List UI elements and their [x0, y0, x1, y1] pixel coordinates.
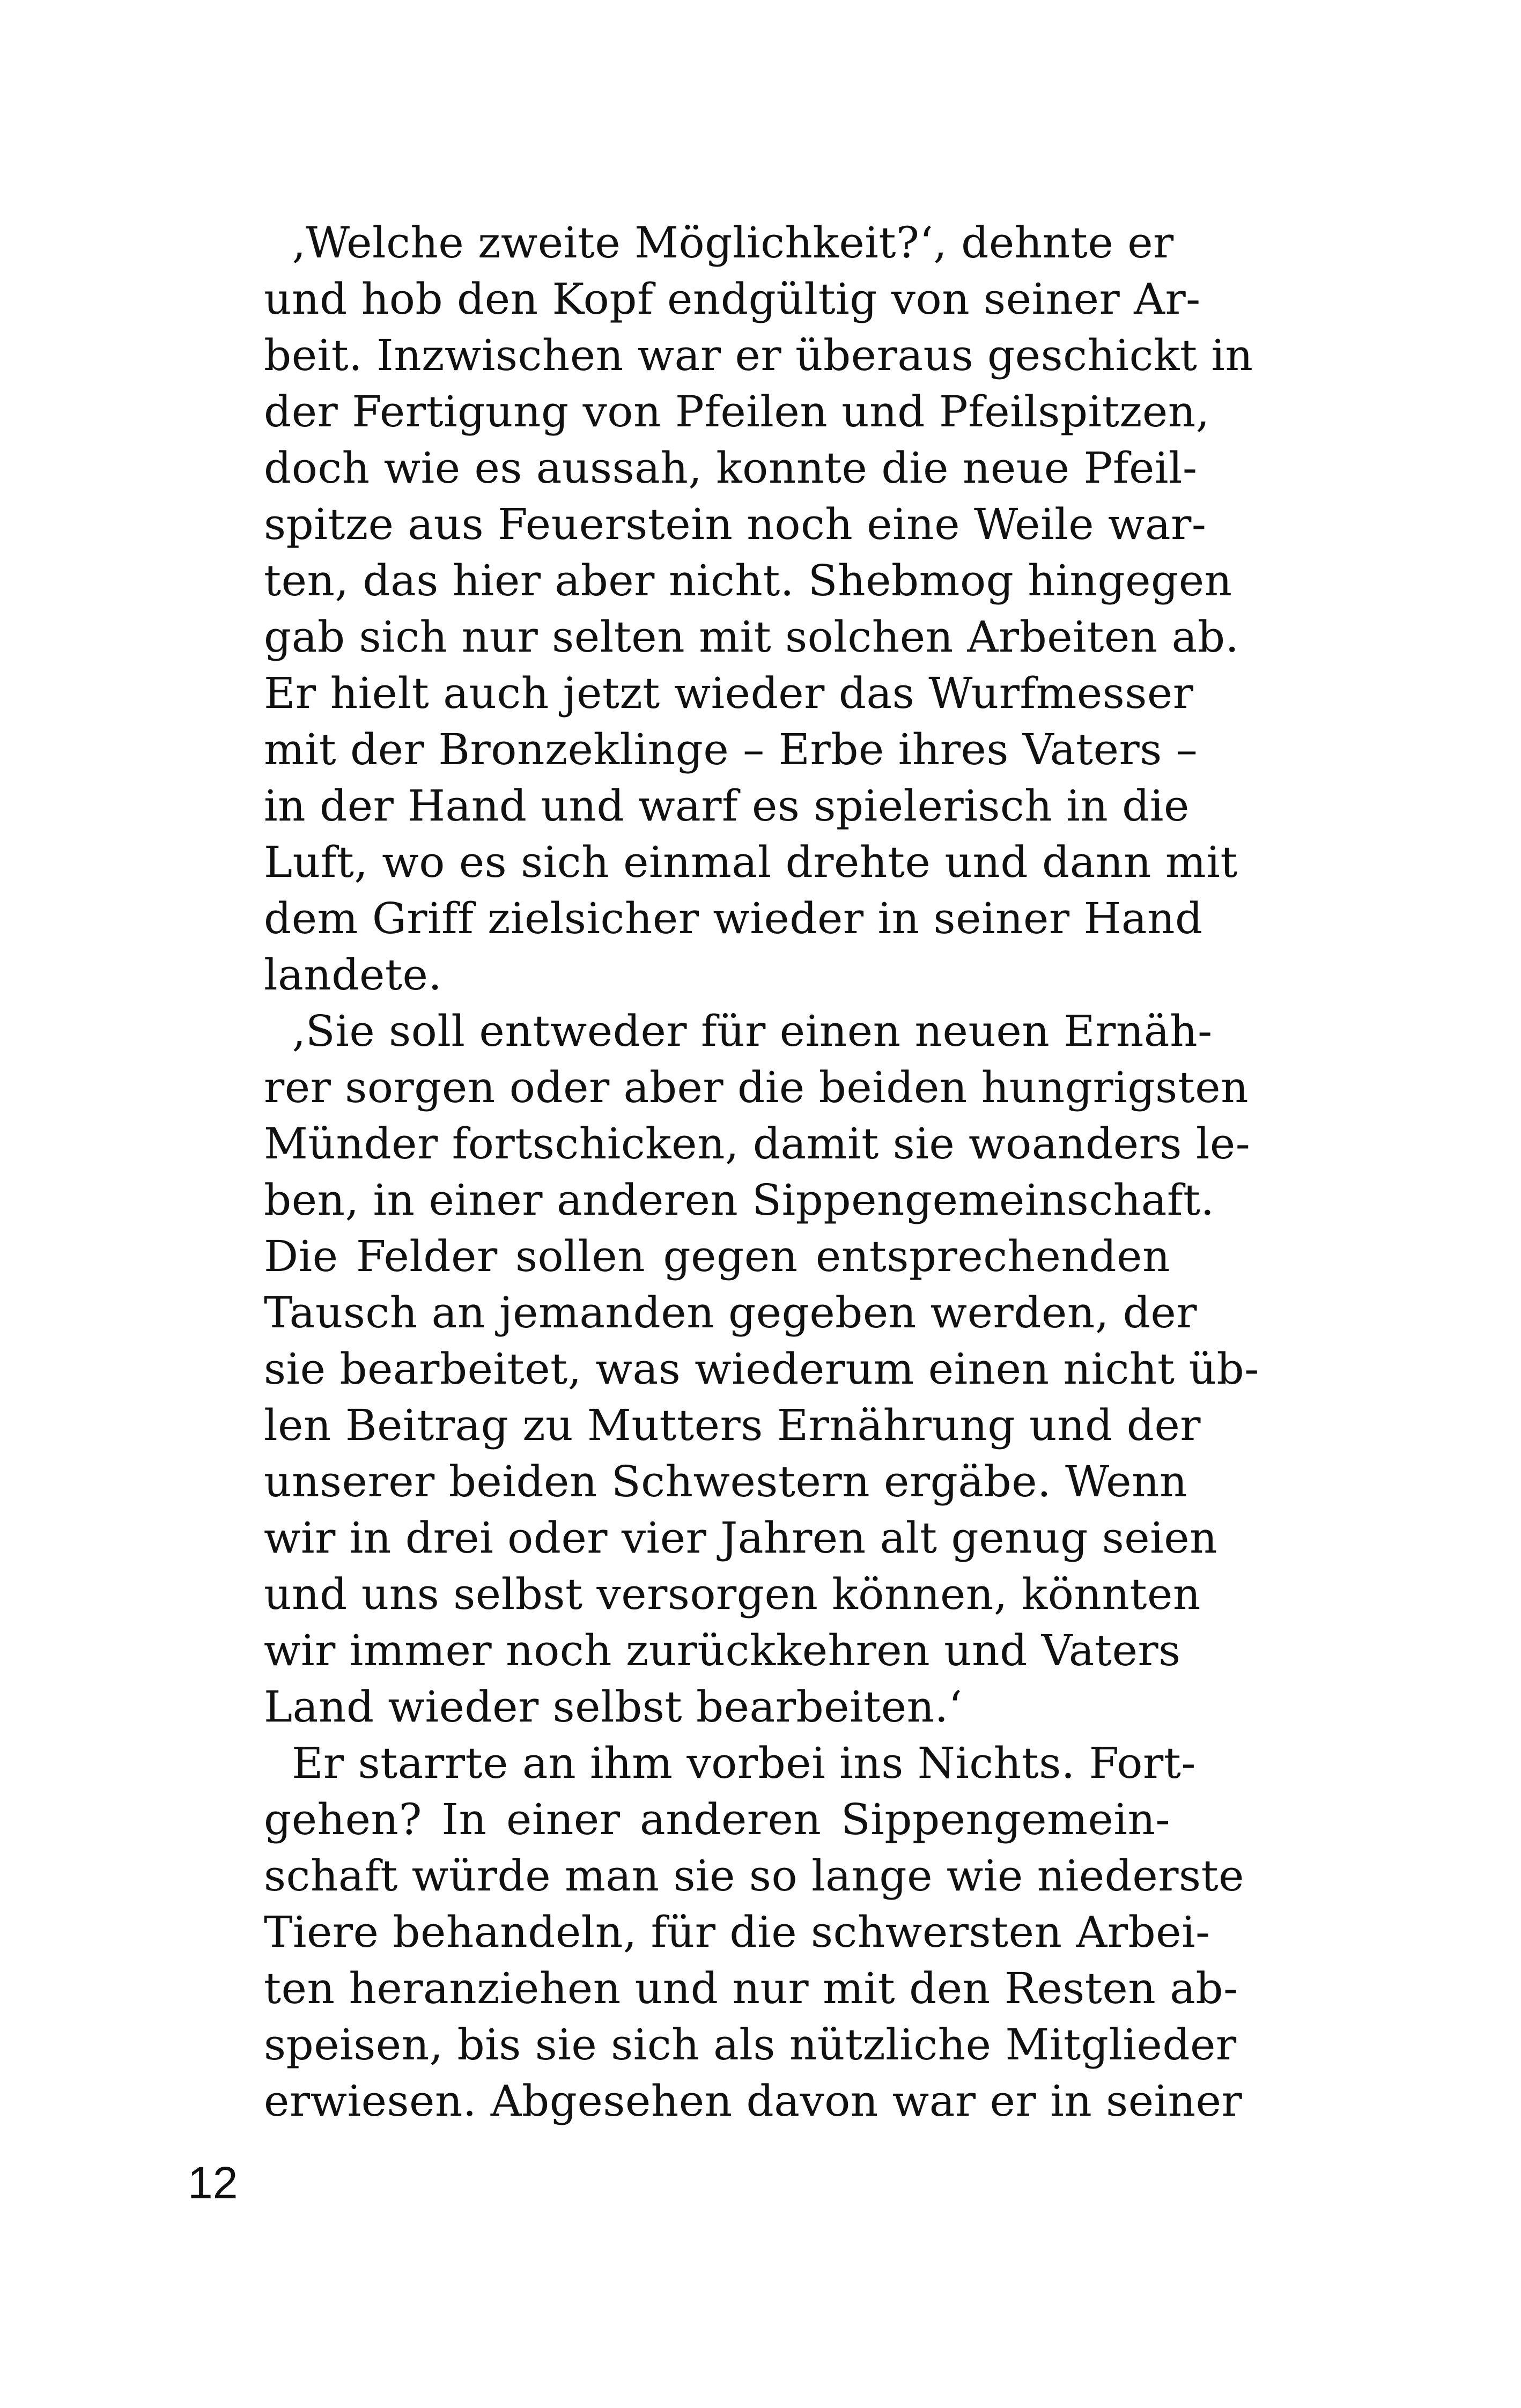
text-line: Land wieder selbst bearbeiten.‘ [264, 1682, 963, 1732]
text-line: mit der Bronzeklinge – Erbe ihres Vaters – [264, 725, 1198, 774]
text-line: Luft, wo es sich einmal drehte und dann mit [264, 837, 1238, 887]
text-line: len Beitrag zu Mutters Ernährung und der [264, 1400, 1201, 1450]
text-line: gab sich nur selten mit solchen Arbeiten ab. [264, 612, 1239, 662]
body-text [264, 215, 1259, 2129]
text-line: und hob den Kopf endgültig von seiner Ar- [264, 274, 1201, 324]
text-line: ben, in einer anderen Sippengemeinschaft. [264, 1175, 1215, 1225]
text-line: ‚Welche zweite Möglichkeit?‘, dehnte er [292, 218, 1174, 268]
text-line: landete. [264, 950, 442, 1000]
text-line: Tausch an jemanden gegeben werden, der [264, 1288, 1197, 1338]
text-line: Er starrte an ihm vorbei ins Nichts. Fort- [292, 1738, 1196, 1788]
text-line: spitze aus Feuerstein noch eine Weile war- [264, 499, 1207, 549]
text-line: ‚Sie soll entweder für einen neuen Ernäh- [292, 1006, 1213, 1056]
text-line: dem Griff zielsicher wieder in seiner Hand [264, 893, 1203, 943]
text-line: Tiere behandeln, für die schwersten Arbei- [264, 1907, 1210, 1957]
text-line: wir in drei oder vier Jahren alt genug seien [264, 1513, 1218, 1563]
text-line: erwiesen. Abgesehen davon war er in seiner [264, 2076, 1243, 2126]
text-line: sie bearbeitet, was wiederum einen nicht üb- [264, 1344, 1259, 1394]
text-line: rer sorgen oder aber die beiden hungrigsten [264, 1062, 1249, 1112]
text-line: Münder fortschicken, damit sie woanders le- [264, 1119, 1251, 1169]
text-line: doch wie es aussah, konnte die neue Pfeil- [264, 443, 1198, 493]
text-line: unserer beiden Schwestern ergäbe. Wenn [264, 1457, 1188, 1506]
page-number: 12 [188, 2158, 238, 2208]
text-line: in der Hand und warf es spielerisch in die [264, 781, 1190, 831]
text-line: und uns selbst versorgen können, könnten [264, 1569, 1201, 1619]
text-line: beit. Inzwischen war er überaus geschickt in [264, 330, 1253, 380]
text-line: ten, das hier aber nicht. Shebmog hingegen [264, 556, 1232, 605]
text-line: der Fertigung von Pfeilen und Pfeilspitzen, [264, 387, 1210, 437]
text-line: schaft würde man sie so lange wie niederste [264, 1851, 1244, 1901]
text-line: Er hielt auch jetzt wieder das Wurfmesser [264, 668, 1194, 718]
text-line: ten heranziehen und nur mit den Resten ab- [264, 1963, 1238, 2013]
text-line: wir immer noch zurückkehren und Vaters [264, 1626, 1181, 1675]
text-line: speisen, bis sie sich als nützliche Mitglieder [264, 2020, 1237, 2070]
text-line: Die Felder sollen gegen entsprechenden [264, 1231, 1170, 1281]
text-line: gehen? In einer anderen Sippengemein- [264, 1794, 1170, 1844]
